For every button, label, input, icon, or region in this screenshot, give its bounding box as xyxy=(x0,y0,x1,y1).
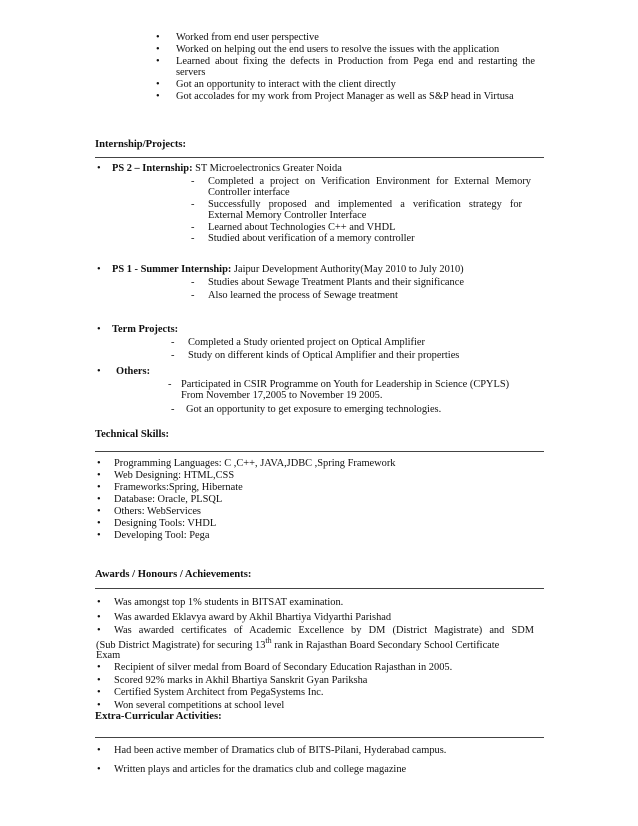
list-item: Programming Languages: C ,C++, JAVA,JDBC ,Spring Framework xyxy=(114,458,396,469)
section-heading-internship: Internship/Projects: xyxy=(95,139,187,150)
bullet: • xyxy=(97,764,101,775)
list-item: Was awarded Eklavya award by Akhil Bhartiya Vidyarthi Parishad xyxy=(114,612,392,623)
list-item: Successfully proposed and implemented a verification strategy for xyxy=(208,199,522,210)
dash: - xyxy=(191,222,195,233)
list-item: Worked on helping out the end users to resolve the issues with the application xyxy=(176,44,500,55)
ps2-label: PS 2 – Internship: xyxy=(112,163,193,174)
list-item: Written plays and articles for the dramatics club and college magazine xyxy=(114,764,407,775)
list-item: Got an opportunity to get exposure to emerging technologies. xyxy=(186,404,442,415)
list-item-continued: From November 17,2005 to November 19 2005. xyxy=(181,390,383,401)
section-divider xyxy=(95,737,544,738)
bullet: • xyxy=(97,366,101,377)
bullet: • xyxy=(97,687,101,698)
list-item-continued: (Sub District Magistrate) for securing 13th rank in Rajasthan Board Secondary School Certificate xyxy=(96,636,500,651)
list-item: Worked from end user perspective xyxy=(176,32,319,43)
list-item: Also learned the process of Sewage treatment xyxy=(208,290,398,301)
dash: - xyxy=(191,290,195,301)
superscript: th xyxy=(265,636,272,645)
bullet: • xyxy=(97,662,101,673)
section-divider xyxy=(95,157,544,158)
bullet: • xyxy=(97,264,101,275)
list-item-continued: Exam xyxy=(96,650,121,661)
bullet: • xyxy=(97,482,101,493)
dash: - xyxy=(168,379,172,390)
bullet: • xyxy=(97,530,101,541)
section-heading-technical-skills: Technical Skills: xyxy=(95,429,170,440)
list-item: Learned about fixing the defects in Production from Pega end and restarting the xyxy=(176,56,535,67)
list-item: Certified System Architect from PegaSystems Inc. xyxy=(114,687,324,698)
list-item: Studied about verification of a memory controller xyxy=(208,233,415,244)
list-item: Web Designing: HTML,CSS xyxy=(114,470,235,481)
list-item: Completed a Study oriented project on Optical Amplifier xyxy=(188,337,425,348)
dash: - xyxy=(191,277,195,288)
term-projects-label: Term Projects: xyxy=(112,324,179,335)
internship-ps1 xyxy=(112,264,464,277)
list-item: Was awarded certificates of Academic Excellence by DM (District Magistrate) and SDM xyxy=(114,625,534,636)
bullet: • xyxy=(97,612,101,623)
list-item: Developing Tool: Pega xyxy=(114,530,210,541)
dash: - xyxy=(171,404,175,415)
bullet: • xyxy=(97,625,101,636)
list-item: Scored 92% marks in Akhil Bhartiya Sanskrit Gyan Pariksha xyxy=(114,675,368,686)
section-divider xyxy=(95,588,544,589)
list-item: Got accolades for my work from Project Manager as well as S&P head in Virtusa xyxy=(176,91,514,102)
list-item: Won several competitions at school level xyxy=(114,700,285,711)
dash: - xyxy=(191,176,195,187)
list-item: Completed a project on Verification Environment for External Memory xyxy=(208,176,531,187)
bullet: • xyxy=(97,163,101,174)
list-item-continued: Controller interface xyxy=(208,187,290,198)
bullet: • xyxy=(97,458,101,469)
bullet: • xyxy=(97,470,101,481)
others-label: Others: xyxy=(116,366,151,377)
bullet: • xyxy=(156,91,160,102)
list-item-continued: servers xyxy=(176,67,206,78)
ps2-org: ST Microelectronics Greater Noida xyxy=(192,163,342,174)
bullet: • xyxy=(97,597,101,608)
list-item: Designing Tools: VHDL xyxy=(114,518,217,529)
dash: - xyxy=(191,199,195,210)
bullet: • xyxy=(97,494,101,505)
dash: - xyxy=(191,233,195,244)
section-heading-awards: Awards / Honours / Achievements: xyxy=(95,569,252,580)
section-divider xyxy=(95,451,544,452)
list-item: Others: WebServices xyxy=(114,506,201,517)
list-item: Recipient of silver medal from Board of Secondary Education Rajasthan in 2005. xyxy=(114,662,453,673)
dash: - xyxy=(171,337,175,348)
list-item: Study on different kinds of Optical Amplifier and their properties xyxy=(188,350,460,361)
bullet: • xyxy=(97,324,101,335)
list-item: Had been active member of Dramatics club of BITS-Pilani, Hyderabad campus. xyxy=(114,745,447,756)
bullet: • xyxy=(156,56,160,67)
list-item: Learned about Technologies C++ and VHDL xyxy=(208,222,396,233)
list-item: Frameworks:Spring, Hibernate xyxy=(114,482,243,493)
list-item: Participated in CSIR Programme on Youth for Leadership in Science (CPYLS) xyxy=(181,379,510,390)
bullet: • xyxy=(97,700,101,711)
dash: - xyxy=(171,350,175,361)
internship-ps2 xyxy=(112,163,342,176)
list-item: Was amongst top 1% students in BITSAT examination. xyxy=(114,597,344,608)
bullet: • xyxy=(156,79,160,90)
section-heading-extra-curricular: Extra-Curricular Activities: xyxy=(95,711,222,722)
bullet: • xyxy=(97,518,101,529)
bullet: • xyxy=(156,44,160,55)
list-item-continued: External Memory Controller Interface xyxy=(208,210,367,221)
bullet: • xyxy=(156,32,160,43)
bullet: • xyxy=(97,506,101,517)
list-item: Got an opportunity to interact with the client directly xyxy=(176,79,396,90)
ps1-org: Jaipur Development Authority(May 2010 to July 2010) xyxy=(231,264,464,275)
list-item: Database: Oracle, PLSQL xyxy=(114,494,223,505)
bullet: • xyxy=(97,675,101,686)
bullet: • xyxy=(97,745,101,756)
list-item: Studies about Sewage Treatment Plants and their significance xyxy=(208,277,464,288)
ps1-label: PS 1 - Summer Internship: xyxy=(112,264,232,275)
